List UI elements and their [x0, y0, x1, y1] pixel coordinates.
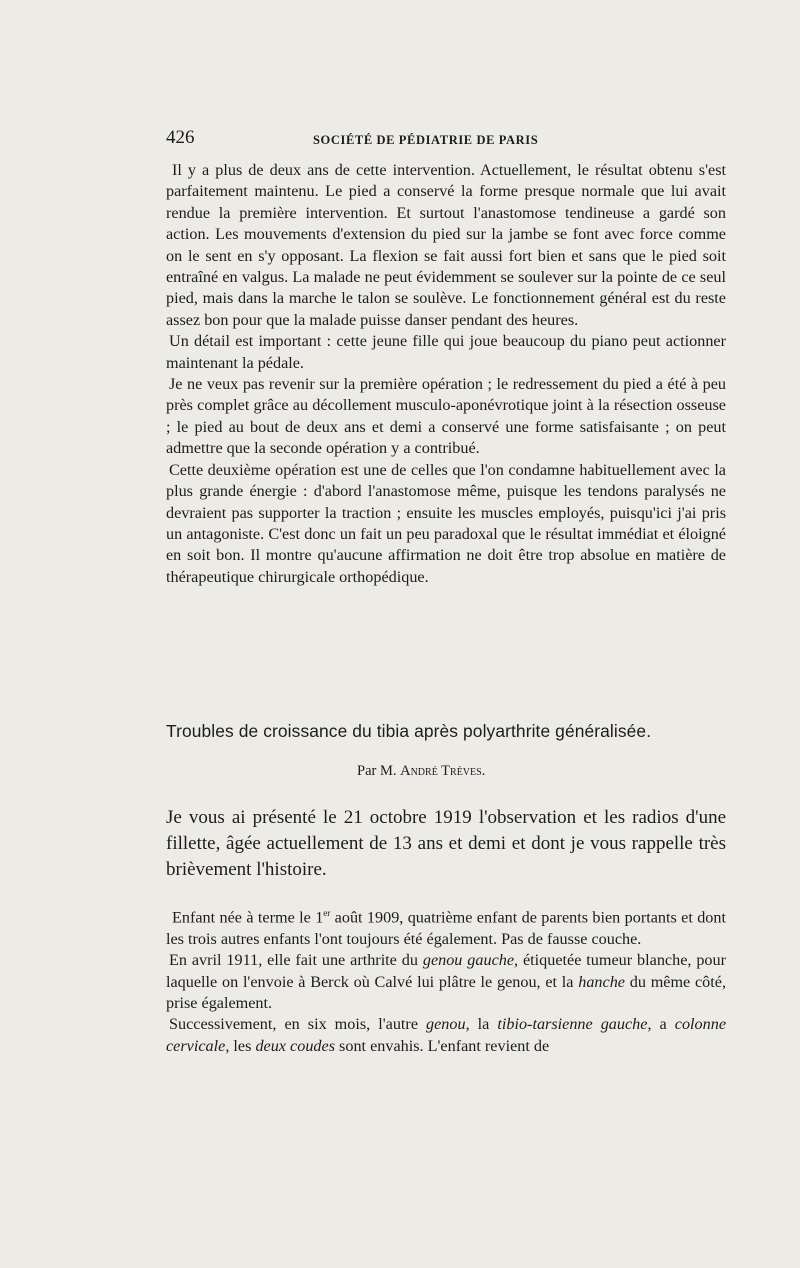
author-suffix: .	[481, 763, 486, 779]
running-title: SOCIÉTÉ DE PÉDIATRIE DE PARIS	[313, 133, 539, 147]
lead-paragraph: Je vous ai présenté le 21 octobre 1919 l'observation et les radios d'une fillette, âgée actuellement de 13 ans et demi et dont je vous rappelle très brièvement l'histoire.	[166, 807, 726, 880]
author-line	[357, 763, 485, 780]
author-name: André Trèves	[400, 763, 482, 779]
page-number: 426	[166, 127, 195, 148]
section-continuation	[166, 160, 726, 588]
paragraph: Successivement, en six mois, l'autre genou, la tibio-tarsienne gauche, a colonne cervicale, les deux coudes sont envahis. L'enfant revient de	[166, 1015, 727, 1055]
page-header	[166, 127, 726, 151]
paragraph: Il y a plus de deux ans de cette intervention. Actuellement, le résultat obtenu s'est parfaitement maintenu. Le pied a conservé la forme presque normale que lui avait rendue la première intervention. Et surtout l'anastomose tendineuse a gardé son action. Les mouvements d'extension du pied sur la jambe se font avec force comme on le sent en s'y opposant. La flexion se fait aussi fort bien et sans que le pied soit entraîné en valgus. La malade ne peut évidemment se soulever sur la pointe de ce seul pied, mais dans la marche le talon se soulève. Le fonctionnement général est du reste assez bon pour que la malade puisse danser pendant des heures.	[166, 161, 726, 329]
paragraph: Cette deuxième opération est une de celles que l'on condamne habituellement avec la plus grande énergie : d'abord l'anastomose même, puisque les tendons paralysés ne devraient pas supporter la traction ; ensuite les muscles employés, puisqu'ici j'ai pris un antagoniste. C'est donc un fait un peu paradoxal que le résultat immédiat et éloigné en soit bon. Il montre qu'aucune affirmation ne doit être trop absolue en matière de thérapeutique chirurgicale orthopédique.	[166, 460, 726, 586]
paragraph: Enfant née à terme le 1er août 1909, quatrième enfant de parents bien portants et dont les trois autres enfants l'ont toujours été également. Pas de fausse couche.	[166, 908, 726, 948]
paragraph: Un détail est important : cette jeune fille qui joue beaucoup du piano peut actionner maintenant la pédale.	[166, 332, 726, 372]
paragraph: En avril 1911, elle fait une arthrite du genou gauche, étiquetée tumeur blanche, pour laquelle on l'envoie à Berck où Calvé lui plâtre le genou, et la hanche du même côté, prise également.	[166, 951, 727, 1013]
article-lead	[166, 805, 726, 883]
article-body	[166, 903, 726, 1057]
author-prefix: Par M.	[357, 763, 397, 779]
article-title: Troubles de croissance du tibia après polyarthrite généralisée.	[166, 721, 652, 741]
paragraph: Je ne veux pas revenir sur la première opération ; le redressement du pied a été à peu près complet grâce au décollement musculo-aponévrotique joint à la résection osseuse ; le pied au bout de deux ans et demi a conservé une forme satisfaisante ; on peut admettre que la seconde opération y a contribué.	[166, 375, 726, 458]
